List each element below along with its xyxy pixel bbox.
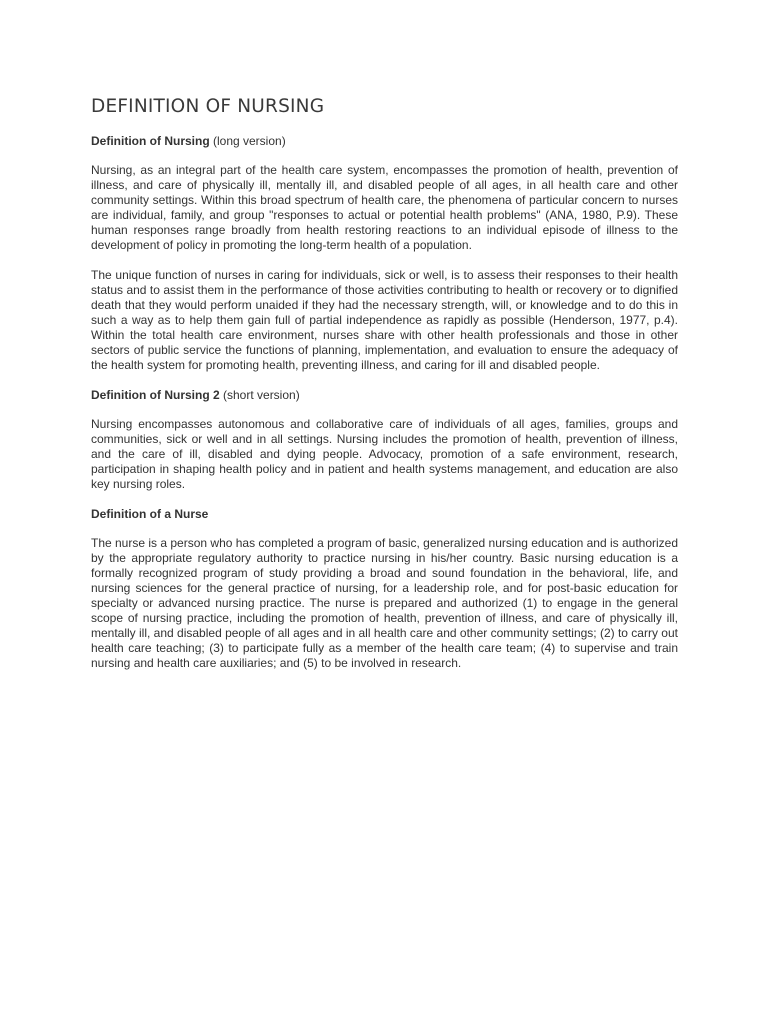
section-heading [91, 134, 678, 149]
paragraph: The nurse is a person who has completed a program of basic, generalized nursing education and is authorized by the appropriate regulatory authority to practice nursing in his/her country. Basic nursing education is a formally recognized program of study providing a broad and sound foundation in the behavioral, life, and nursing sciences for the general practice of nursing, for a leadership role, and for post-basic education for specialty or advanced nursing practice. The nurse is prepared and authorized (1) to engage in the general scope of nursing practice, including the promotion of health, prevention of illness, and care of physically ill, mentally ill, and disabled people of all ages and in all health care and other community settings; (2) to carry out health care teaching; (3) to participate fully as a member of the health care team; (4) to supervise and train nursing and health care auxiliaries; and (5) to be involved in research. [91, 536, 679, 670]
paragraph: Nursing encompasses autonomous and collaborative care of individuals of all ages, families, groups and communities, sick or well and in all settings. Nursing includes the promotion of health, prevention of illness, and the care of ill, disabled and dying people. Advocacy, promotion of a safe environment, research, participation in shaping health policy and in patient and health systems management, and education are also key nursing roles. [91, 417, 678, 491]
paragraph: The unique function of nurses in caring for individuals, sick or well, is to assess their responses to their health status and to assist them in the performance of those activities contributing to health or recovery or to dignified death that they would perform unaided if they had the necessary strength, will, or knowledge and to do this in such a way as to help them gain full of partial independence as rapidly as possible (Henderson, 1977, p.4). Within the total health care environment, nurses share with other health professionals and those in other sectors of public service the functions of planning, implementation, and evaluation to ensure the adequacy of the health system for promoting health, preventing illness, and caring for ill and disabled people. [91, 268, 678, 372]
section-heading-label: Definition of a Nurse [91, 507, 209, 521]
paragraph: Nursing, as an integral part of the health care system, encompasses the promotion of health, prevention of illness, and care of physically ill, mentally ill, and disabled people of all ages, in all health care and other community settings. Within this broad spectrum of health care, the phenomena of particular concern to nurses are individual, family, and group "responses to actual or potential health problems" (ANA, 1980, P.9). These human responses range broadly from health restoring reactions to an individual episode of illness to the development of policy in promoting the long-term health of a population. [91, 163, 678, 252]
section-heading-label: Definition of Nursing [91, 134, 210, 148]
page-title: DEFINITION OF NURSING [91, 96, 325, 117]
section-heading-note: (long version) [209, 134, 286, 148]
section-heading-label: Definition of Nursing 2 [91, 388, 220, 402]
section-short-definition [91, 388, 678, 492]
section-long-definition [91, 134, 678, 373]
section-nurse-definition [91, 507, 678, 671]
section-heading-note: (short version) [219, 388, 300, 402]
section-heading [91, 388, 678, 403]
section-heading [91, 507, 678, 522]
